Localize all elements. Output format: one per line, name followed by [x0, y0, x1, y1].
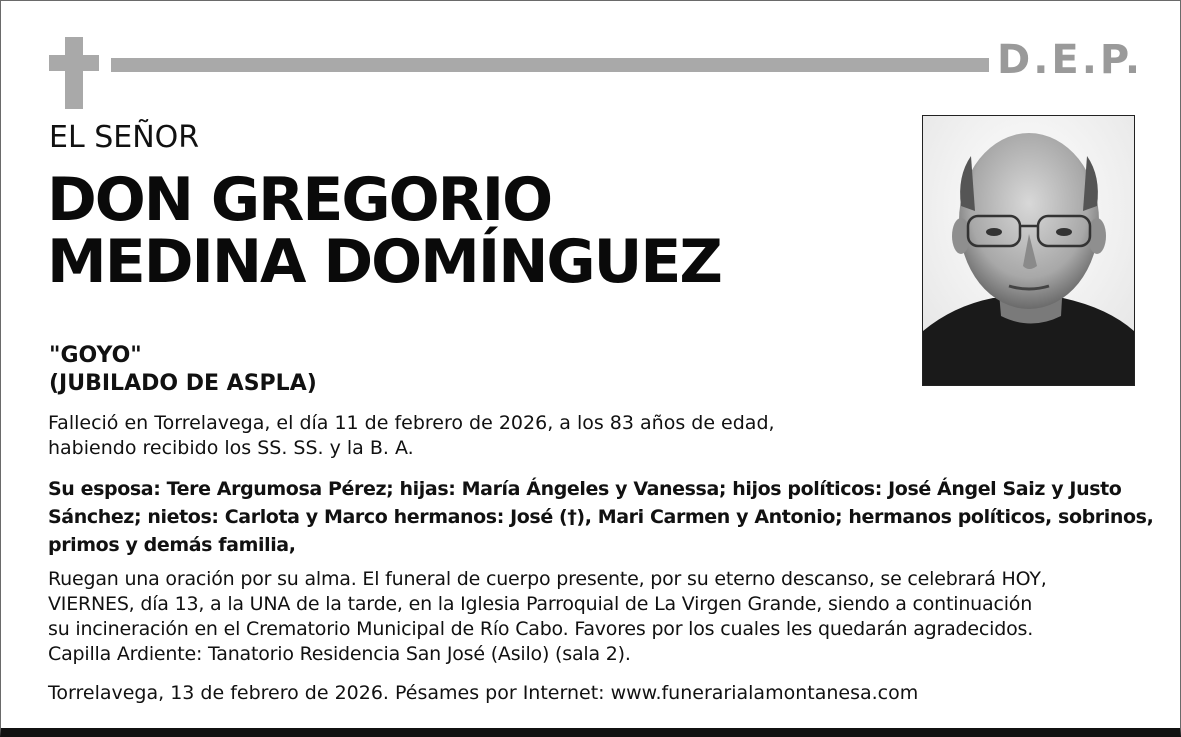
footer-text: Torrelavega, 13 de febrero de 2026. Pésames por Internet: www.funerarialamontanesa.com: [48, 682, 919, 704]
family-line-2: Sánchez; nietos: Carlota y Marco hermanos: José (†), Mari Carmen y Antonio; hermanos políticos, sobrinos,: [48, 506, 1154, 528]
family-line-1: Su esposa: Tere Argumosa Pérez; hijas: María Ángeles y Vanessa; hijos políticos: José Ángel Saiz y Justo: [48, 478, 1122, 500]
funeral-line-3: su incineración en el Crematorio Municipal de Río Cabo. Favores por los cuales les quedarán agradecidos.: [48, 618, 1034, 640]
title-prefix: EL SEÑOR: [49, 120, 200, 155]
header-rule: [111, 58, 989, 72]
family-list: [48, 475, 1154, 559]
funeral-line-2: VIERNES, día 13, a la UNA de la tarde, en la Iglesia Parroquial de La Virgen Grande, siendo a continuación: [48, 593, 1033, 615]
name-line-2: MEDINA DOMÍNGUEZ: [47, 227, 721, 297]
death-line-1: Falleció en Torrelavega, el día 11 de febrero de 2026, a los 83 años de edad,: [48, 412, 775, 434]
portrait-image: [923, 116, 1134, 385]
funeral-details: [48, 567, 1047, 667]
cross-icon: [49, 37, 99, 109]
dep-label: D.E.P.: [997, 37, 1144, 83]
nickname: "GOYO": [49, 343, 142, 368]
funeral-line-4: Capilla Ardiente: Tanatorio Residencia San José (Asilo) (sala 2).: [48, 643, 631, 665]
funeral-line-1: Ruegan una oración por su alma. El funeral de cuerpo presente, por su eterno descanso, se celebrará HOY,: [48, 568, 1047, 590]
name-line-1: DON GREGORIO: [47, 165, 552, 235]
portrait-photo: [922, 115, 1135, 386]
deceased-name: [47, 165, 721, 297]
occupation: (JUBILADO DE ASPLA): [49, 371, 317, 396]
family-line-3: primos y demás familia,: [48, 534, 296, 556]
death-notice: [48, 411, 775, 461]
nickname-block: [49, 342, 317, 398]
death-line-2: habiendo recibido los SS. SS. y la B. A.: [48, 437, 414, 459]
